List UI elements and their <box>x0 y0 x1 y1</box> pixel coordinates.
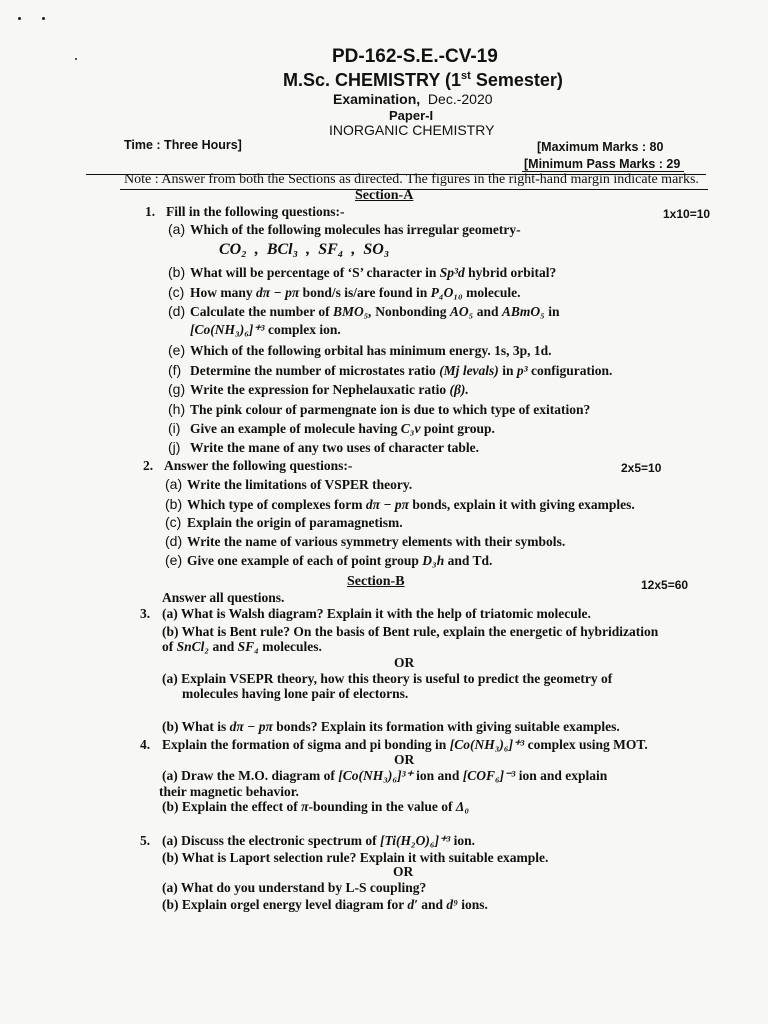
q1f-label: (f) <box>168 362 182 378</box>
q2a-label: (a) <box>165 476 183 492</box>
q2b-label: (b) <box>165 496 183 512</box>
q1d-text-cont: [Co(NH₃)₆]⁺³ complex ion. <box>190 322 341 337</box>
section-b-title: Section-B <box>347 574 405 589</box>
q1d-label: (d) <box>168 303 186 319</box>
q5b-text: (b) What is Laport selection rule? Explain it with suitable example. <box>162 850 549 865</box>
q3c-text: (a) Explain VSEPR theory, how this theory is useful to predict the geometry of <box>162 671 613 686</box>
q2c-text: Explain the origin of paramagnetism. <box>187 515 403 530</box>
q1i-text: Give an example of molecule having C₃v point group. <box>190 421 495 436</box>
subject: INORGANIC CHEMISTRY <box>329 122 495 138</box>
course-title: M.Sc. CHEMISTRY (1st Semester) <box>283 70 563 90</box>
q1h-text: The pink colour of parmengnate ion is due to which type of exitation? <box>190 402 591 417</box>
exam-line: Examination, Dec.-2020 <box>333 91 493 107</box>
section-b-instruction: Answer all questions. <box>162 590 285 605</box>
q4b-text: (b) Explain the effect of π-bounding in the value of Δ₀ <box>162 799 470 814</box>
q4-number: 4. <box>140 737 151 752</box>
q5d-text: (b) Explain orgel energy level diagram for d′ and d⁹ ions. <box>162 897 488 912</box>
q1-text: Fill in the following questions:- <box>166 204 345 219</box>
q1i-label: (i) <box>168 420 181 436</box>
q1j-label: (j) <box>168 439 181 455</box>
q5a-text: (a) Discuss the electronic spectrum of [Ti(H₂O)₆]⁺³ ion. <box>162 833 476 848</box>
q4a-text-cont: their magnetic behavior. <box>159 784 299 799</box>
q3b-text: (b) What is Bent rule? On the basis of Bent rule, explain the energetic of hybridization <box>162 624 659 639</box>
q3-number: 3. <box>140 606 151 621</box>
q3a-text: (a) What is Walsh diagram? Explain it with the help of triatomic molecule. <box>162 606 591 621</box>
q1f-text: Determine the number of microstates ratio (Mj levals) in p³ configuration. <box>190 363 613 378</box>
q1e-label: (e) <box>168 342 186 358</box>
q4-text: Explain the formation of sigma and pi bonding in [Co(NH₃)₆]⁺³ complex using MOT. <box>162 737 648 752</box>
q5c-text: (a) What do you understand by L-S coupling? <box>162 880 427 895</box>
q2-marks: 2x5=10 <box>621 461 662 475</box>
q1a-label: (a) <box>168 221 186 237</box>
q4-or: OR <box>394 752 415 767</box>
q1e-text: Which of the following orbital has minimum energy. 1s, 3p, 1d. <box>190 343 552 358</box>
q2e-label: (e) <box>165 552 183 568</box>
q2d-label: (d) <box>165 533 183 549</box>
q1h-label: (h) <box>168 401 186 417</box>
q1a-molecules: CO₂ , BCl₃ , SF₄ , SO₃ <box>219 241 390 258</box>
q1b-label: (b) <box>168 264 186 280</box>
q1j-text: Write the mane of any two uses of character table. <box>190 440 479 455</box>
q2c-label: (c) <box>165 514 182 530</box>
q1g-text: Write the expression for Nephelauxatic ratio (β). <box>190 382 469 397</box>
q5-or: OR <box>393 864 414 879</box>
q2e-text: Give one example of each of point group D₃h and Td. <box>187 553 493 568</box>
q3d-text: (b) What is dπ − pπ bonds? Explain its formation with giving suitable examples. <box>162 719 620 734</box>
paper-number: Paper-I <box>389 108 434 123</box>
q3-or: OR <box>394 655 415 670</box>
paper-code: PD-162-S.E.-CV-19 <box>332 46 498 67</box>
q1g-label: (g) <box>168 381 186 397</box>
q1-number: 1. <box>145 204 156 219</box>
section-b-marks: 12x5=60 <box>641 578 689 592</box>
q3b-text-cont: of SnCl₂ and SF₄ molecules. <box>162 639 322 654</box>
scan-speck <box>75 58 77 60</box>
note: Note : Answer from both the Sections as directed. The figures in the right-hand margin indicate marks. <box>124 172 699 187</box>
q4a-text: (a) Draw the M.O. diagram of [Co(NH₃)₆]³⁺ ion and [COF₆]⁻³ ion and explain <box>162 768 608 783</box>
scan-speck <box>18 17 21 20</box>
q1d-text: Calculate the number of BMO₅, Nonbonding AO₅ and ABmO₅ in <box>190 304 560 319</box>
time-allowed: Time : Three Hours] <box>124 138 242 152</box>
q2d-text: Write the name of various symmetry elements with their symbols. <box>187 534 566 549</box>
scan-speck <box>42 17 45 20</box>
section-a-title: Section-A <box>355 188 414 203</box>
q2b-text: Which type of complexes form dπ − pπ bonds, explain it with giving examples. <box>187 497 635 512</box>
q3c-text-cont: molecules having lone pair of electorns. <box>182 686 409 701</box>
q1b-text: What will be percentage of ‘S’ character in Sp³d hybrid orbital? <box>190 265 557 280</box>
min-marks: [Minimum Pass Marks : 29 <box>524 157 681 171</box>
q1-marks: 1x10=10 <box>663 207 711 221</box>
q5-number: 5. <box>140 833 151 848</box>
q1c-label: (c) <box>168 284 185 300</box>
max-marks: [Maximum Marks : 80 <box>537 140 664 154</box>
q1c-text: How many dπ − pπ bond/s is/are found in P₄O₁₀ molecule. <box>190 285 521 300</box>
q2a-text: Write the limitations of VSPER theory. <box>187 477 413 492</box>
q1a-text: Which of the following molecules has irregular geometry- <box>190 222 521 237</box>
q2-number: 2. <box>143 458 154 473</box>
q2-text: Answer the following questions:- <box>164 458 353 473</box>
divider <box>120 189 708 190</box>
